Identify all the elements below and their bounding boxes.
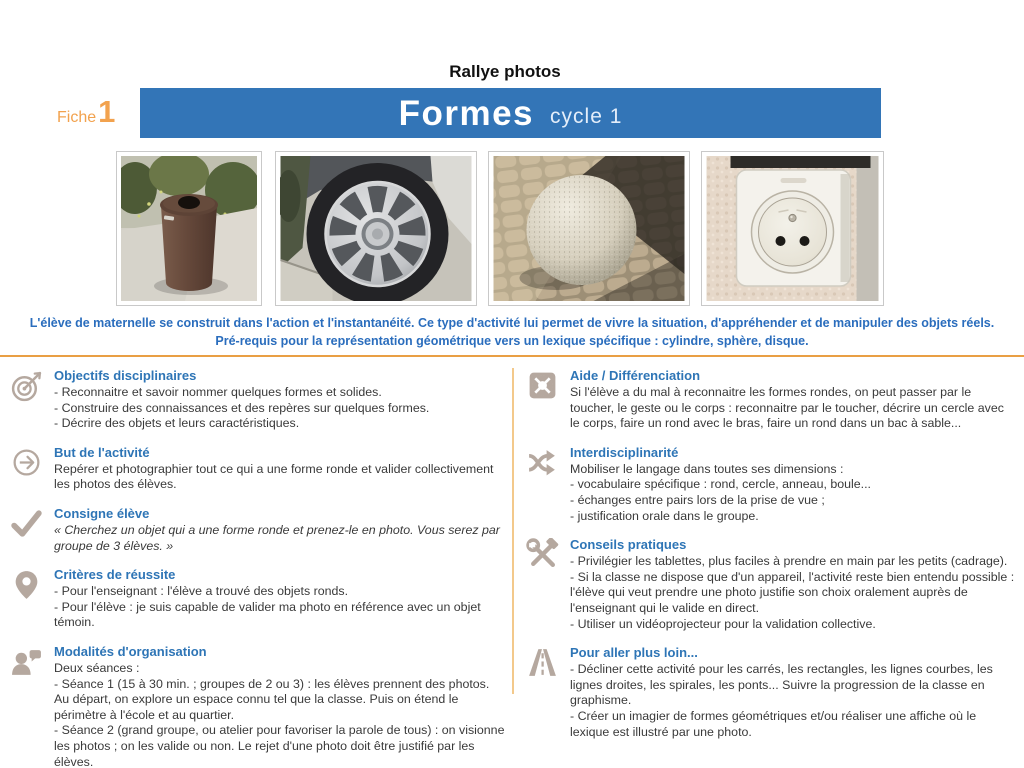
section-title: But de l'activité: [54, 444, 150, 460]
banner-title: Formes: [398, 93, 535, 133]
right-column: [524, 368, 1016, 753]
section-text-line: - Pour l'élève : je suis capable de valider ma photo en référence avec un objet témoin.: [54, 599, 481, 630]
road-icon: [524, 645, 561, 740]
check-icon: [8, 506, 45, 554]
section-consigne-eleve: [8, 506, 506, 554]
section-text-line: Si l'élève a du mal à reconnaitre les formes rondes, on peut passer par le toucher, le geste ou le corps : reconnaitre par le toucher, décrire un cercle avec le corps, faire un rond avec le bras, faire un rond dans un bac à sable...: [570, 385, 1004, 431]
section-text-line: - Privilégier les tablettes, plus faciles à prendre en main par les petits (cadrage).: [570, 554, 1008, 569]
left-column: [8, 368, 506, 768]
section-text-line: Mobiliser le langage dans toutes ses dimensions :: [570, 461, 844, 476]
section-text-line: - Reconnaitre et savoir nommer quelques formes et solides.: [54, 385, 382, 399]
section-text-line: - Décliner cette activité pour les carrés, les rectangles, les lignes courbes, les lignes droites, les spirales, les ponts... Suivre la progression de la classe en graphisme.: [570, 662, 993, 708]
section-title: Critères de réussite: [54, 567, 176, 583]
intro-text: [0, 314, 1024, 350]
tools-icon: [524, 537, 561, 632]
column-divider: [512, 368, 514, 694]
trash-can-photo: [116, 151, 262, 306]
section-title: Modalités d'organisation: [54, 643, 207, 659]
section-text-line: Repérer et photographier tout ce qui a une forme ronde et valider collectivement les photos des élèves.: [54, 461, 494, 492]
banner: [140, 88, 881, 138]
horizontal-divider: [0, 355, 1024, 357]
section-interdisciplinarite: [524, 445, 1016, 524]
section-text-line: - vocabulaire spécifique : rond, cercle, anneau, boule...: [570, 477, 871, 492]
map-pin-icon: [8, 567, 45, 631]
lifering-icon: [524, 368, 561, 432]
section-text-line: - Construire des connaissances et des repères sur quelques formes.: [54, 400, 430, 415]
section-objectifs-disciplinaires: [8, 368, 506, 432]
banner-subtitle: cycle 1: [550, 105, 623, 128]
section-but-de-l-activite: [8, 445, 506, 493]
stone-sphere-photo: [488, 151, 690, 306]
section-text-line: - Créer un imagier de formes géométriques et/ou réaliser une affiche où le lexique est illustré par une photo.: [570, 708, 977, 739]
section-text-line: - Pour l'enseignant : l'élève a trouvé des objets ronds.: [54, 584, 349, 599]
section-text-line: - échanges entre pairs lors de la prise de vue ;: [570, 492, 825, 507]
section-conseils-pratiques: [524, 537, 1016, 632]
section-title: Conseils pratiques: [570, 537, 687, 553]
fiche-word: Fiche: [57, 109, 97, 126]
target-icon: [8, 368, 45, 432]
page-title: Rallye photos: [449, 62, 561, 81]
fiche-number: 1: [98, 94, 116, 129]
section-aide-differenciation: [524, 368, 1016, 432]
intro-line-2: Pré-requis pour la représentation géométrique vers un lexique spécifique : cylindre, sphère, disque.: [215, 334, 809, 348]
section-pour-aller-plus-loin: [524, 645, 1016, 740]
section-text-line: - justification orale dans le groupe.: [570, 508, 759, 523]
fiche-label: [57, 96, 115, 127]
section-text-line: Deux séances :: [54, 660, 140, 675]
shuffle-icon: [524, 445, 561, 524]
section-title: Consigne élève: [54, 505, 150, 521]
section-text-line: « Cherchez un objet qui a une forme ronde et prenez-le en photo. Vous serez par groupe de 3 élèves. »: [54, 522, 500, 553]
car-wheel-photo: [275, 151, 477, 306]
section-title: Interdisciplinarité: [570, 444, 679, 460]
power-outlet-photo: [701, 151, 884, 306]
arrow-circle-icon: [8, 445, 45, 493]
section-text-line: - Séance 2 (grand groupe, ou atelier pour favoriser la parole de tous) : on visionne les photos ; on les valide ou non. Le rejet d'une photo doit être justifié par les élèves.: [54, 723, 505, 768]
section-title: Aide / Différenciation: [570, 368, 701, 383]
intro-line-1: L'élève de maternelle se construit dans l'action et l'instantanéité. Ce type d'activité lui permet de vivre la situation, d'appréhender et de manipuler des objets réels.: [29, 316, 995, 330]
section-text-line: - Décrire des objets et leurs caractéristiques.: [54, 416, 300, 431]
section-title: Pour aller plus loin...: [570, 645, 698, 661]
section-text-line: - Si la classe ne dispose que d'un appareil, l'activité reste bien entendu possible : l'élève qui veut prendre une photo justifie son choix oralement auprès de l'enseignant qui le valide en direct.: [570, 569, 1015, 615]
section-title: Objectifs disciplinaires: [54, 368, 197, 383]
person-speech-icon: [8, 644, 45, 768]
section-text-line: - Séance 1 (15 à 30 min. ; groupes de 2 ou 3) : les élèves prennent des photos. Au départ, on explore un espace connu tel que la classe. Puis on étend le périmètre à l'école et au quartier.: [54, 676, 490, 722]
section-modalites-d-organisation: [8, 644, 506, 768]
section-text-line: - Utiliser un vidéoprojecteur pour la validation collective.: [570, 616, 876, 631]
section-criteres-de-reussite: [8, 567, 506, 631]
